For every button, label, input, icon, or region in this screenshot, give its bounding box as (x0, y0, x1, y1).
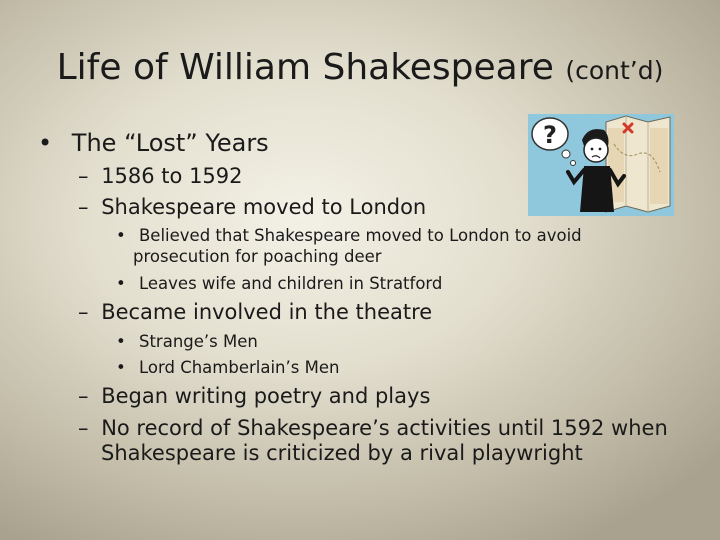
subbullet-theatre-text: Became involved in the theatre (101, 300, 433, 324)
dash-marker: – (78, 195, 89, 219)
subsub-lord-text: Lord Chamberlain’s Men (138, 358, 340, 377)
subbullet-moved-text: Shakespeare moved to London (101, 195, 427, 219)
slide-title (0, 44, 720, 95)
confused-person-with-map-icon (528, 114, 674, 216)
subsub-believed (116, 225, 582, 246)
bullet-lost-years (38, 128, 269, 158)
question-mark-text: ? (543, 121, 557, 149)
subbullet-dates (78, 163, 243, 189)
subsub-believed-continued: prosecution for poaching deer (133, 247, 382, 266)
bullet-marker: • (116, 332, 126, 351)
subsub-strange-text: Strange’s Men (138, 332, 258, 351)
slide-title-main: Life of William Shakespeare (56, 47, 554, 88)
slide-title-sub: (cont’d) (565, 56, 664, 85)
dash-marker: – (78, 416, 89, 440)
subbullet-moved (78, 194, 426, 220)
subsub-believed-text: Believed that Shakespeare moved to London to avoid (138, 226, 582, 245)
bullet-marker: • (116, 274, 126, 293)
subbullet-record-text: No record of Shakespeare’s activities until 1592 when (101, 416, 668, 440)
bullet-marker: • (116, 358, 126, 377)
subsub-leaves-text: Leaves wife and children in Stratford (138, 274, 443, 293)
subbullet-record (78, 415, 668, 441)
bullet-marker: • (116, 226, 126, 245)
bullet-lost-years-text: The “Lost” Years (71, 129, 269, 157)
dash-marker: – (78, 164, 89, 188)
subsub-lord (116, 357, 339, 378)
subbullet-theatre (78, 299, 432, 325)
bullet-marker: • (38, 129, 53, 157)
subbullet-poetry-text: Began writing poetry and plays (101, 384, 431, 408)
dash-marker: – (78, 384, 89, 408)
subbullet-dates-text: 1586 to 1592 (101, 164, 243, 188)
subsub-leaves (116, 273, 442, 294)
subsub-strange (116, 331, 258, 352)
dash-marker: – (78, 300, 89, 324)
subbullet-record-continued: Shakespeare is criticized by a rival playwright (101, 441, 583, 465)
subbullet-poetry (78, 383, 430, 409)
